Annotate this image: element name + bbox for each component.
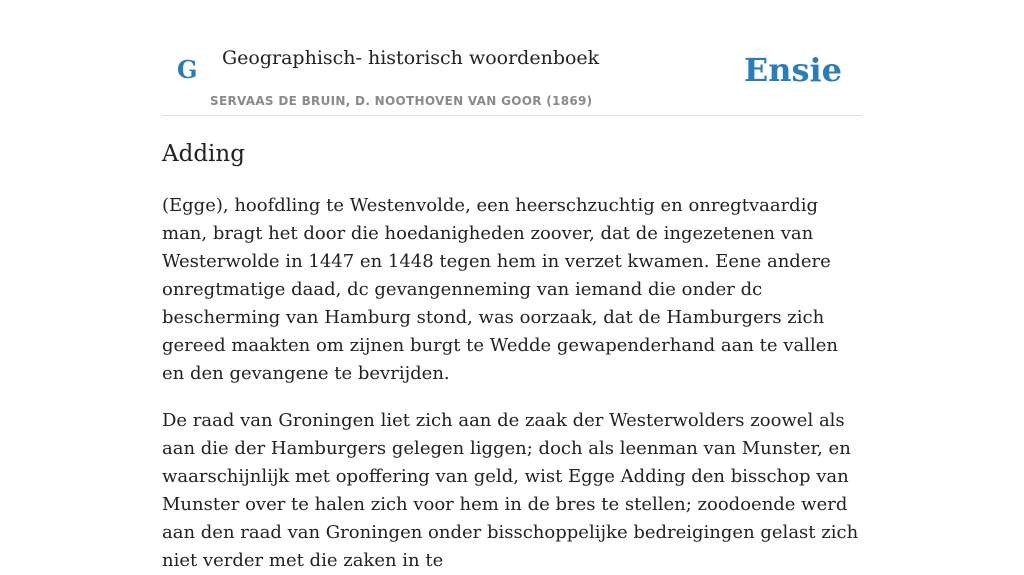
article-paragraph: (Egge), hoofdling te Westenvolde, een heerschzuchtig en onregtvaardig man, bragt het door die hoedanigheden zoover, dat de ingezetenen van Westerwolde in 1447 en 1448 tegen hem in verzet kwamen. Eene andere onregtmatige daad, dc gevangenneming van iemand die onder dc bescherming van Hamburg stond, was oorzaak, dat de Hamburgers zich gereed maakten om zijnen burgt te Wedde gewapenderhand aan te vallen en den gevangene te bevrijden. xyxy=(162,195,838,384)
book-header xyxy=(162,0,862,116)
book-authors: SERVAAS DE BRUIN, D. NOOTHOVEN VAN GOOR (1869) xyxy=(210,94,593,108)
entry-title: Adding xyxy=(162,141,245,167)
book-title-link[interactable]: Geographisch- historisch woordenboek xyxy=(222,47,600,69)
article-paragraph: De raad van Groningen liet zich aan de zaak der Westerwolders zoowel als aan die der Hamburgers gelegen liggen; doch als leenman van Munster, en waarschijnlijk met opoffering van geld, wist Egge Adding den bisschop van Munster over te halen zich voor hem in de bres te stellen; zoodoende werd aan den raad van Groningen onder bisschoppelijke bedreigingen gelast zich niet verder met die zaken in te xyxy=(162,410,859,571)
book-letter-icon[interactable]: G xyxy=(177,55,198,84)
article xyxy=(162,136,862,575)
ensie-logo-link[interactable]: Ensie xyxy=(743,51,842,89)
